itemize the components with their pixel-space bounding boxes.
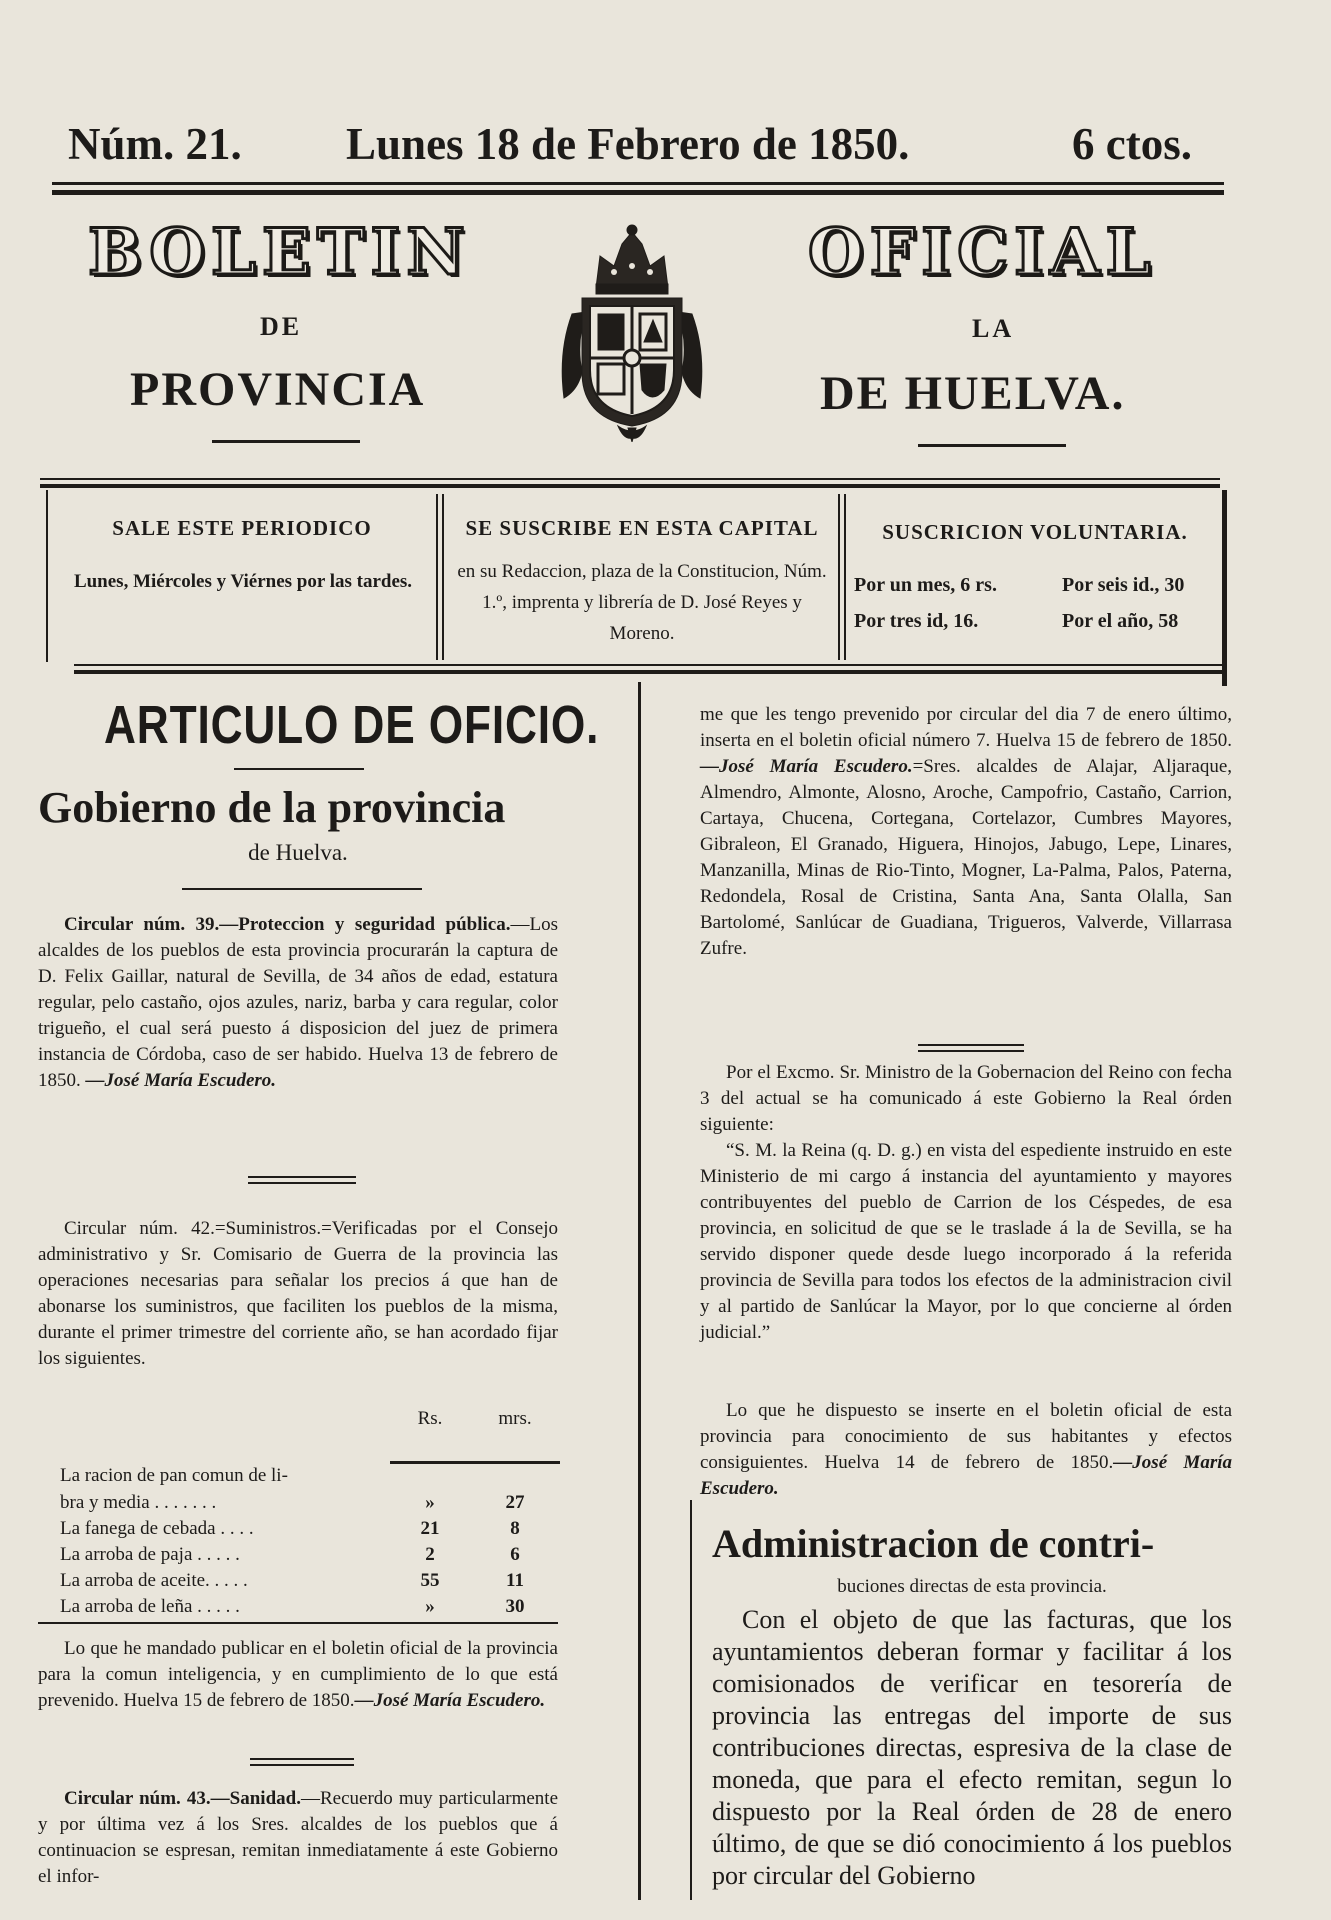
inserte-text: [700, 1398, 1232, 1502]
table-bottom-rule: [38, 1622, 558, 1624]
sale-heading: SALE ESTE PERIODICO: [112, 516, 372, 540]
info-box-left-border: [46, 490, 48, 662]
issue-number: Núm. 21.: [68, 119, 242, 169]
title-la: LA: [972, 314, 1015, 343]
table-row: La fanega de cebada . . . . 21 8: [60, 1516, 560, 1542]
info-box-top-rule: [40, 478, 1220, 480]
circular-43-body: —Recuerdo muy particularmente y por última vez á los Sres. alcaldes de los pueblos que á continuacion se espresan, remitan inmediatamente á este Gobierno el infor-: [38, 1788, 559, 1887]
circular-43-lead: Circular núm. 43.—Sanidad.: [64, 1788, 301, 1809]
table-item: La racion de pan comun de li-: [60, 1464, 288, 1486]
after-table-text: [38, 1636, 558, 1714]
gobierno-subheading: de Huelva.: [248, 840, 348, 865]
title-de-huelva: DE HUELVA.: [820, 367, 1126, 420]
table-mrs: 27: [505, 1491, 525, 1513]
alcaldes-list: =Sres. alcaldes de Alajar, Aljaraque, Almendro, Almonte, Alosno, Aroche, Campofrio, Castaño, Carrion, Cartaya, Chucena, Cortegana, Cortelazor, Cumbres Mayores, Gibraleon, El Granado, Higuera, Hinojos, Jabugo, Lepe, Linares, Manzanilla, Minas de Rio-Tinto, Mogner, La-Palma, Palos, Paterna, Redondela, Rosal de Cristina, Santa Ana, Santa Olalla, San Bartolomé, Sanlúcar de Guadiana, Trigueros, Valverde, Villarrasa Zufre.: [700, 756, 1233, 959]
table-mrs: 6: [510, 1543, 520, 1565]
real-orden-text: “S. M. la Reina (q. D. g.) en vista del espediente instruido en este Ministerio de mi cargo á instancia del ayuntamiento y mayores contribuyentes del pueblo de Carrion de los Céspedes, de esa provincia, en solicitud de que se le traslade á la de Sevilla, se ha servido disponer quede desde luego incorporado á la referida provincia de Sevilla para todos los efectos de la administracion civil y al partido de Sanlúcar la Mayor, por lo que concierne al órden judicial.”: [700, 1140, 1232, 1343]
issue-line: [68, 118, 1208, 178]
issue-price: 6 ctos.: [1072, 119, 1192, 169]
admin-subheading: buciones directas de esta provincia.: [837, 1576, 1107, 1597]
table-rs: 55: [420, 1569, 440, 1591]
suscricion-heading: SUSCRICION VOLUNTARIA.: [882, 520, 1188, 544]
table-mrs: 8: [510, 1517, 520, 1539]
table-row: La arroba de aceite. . . . . 55 11: [60, 1568, 560, 1594]
admin-inner-rule: [690, 1500, 692, 1900]
coat-of-arms-icon: [552, 222, 712, 442]
circular-42: Circular núm. 42.=Suministros.=Verificadas por el Consejo administrativo y Sr. Comisario de Guerra de la provincia las operaciones necesarias para señalar los precios á que han de abonarse los suministros, que faciliten los pueblos de la misma, durante el primer trimestre del corriente año, se han acordado fijar los siguientes.: [38, 1218, 558, 1369]
suscribe-text: en su Redaccion, plaza de la Constitucion, Núm. 1.º, imprenta y librería de D. José Reyes y Moreno.: [457, 561, 827, 644]
column-divider: [638, 682, 641, 1900]
after-table-sign: —José María Escudero.: [354, 1690, 546, 1711]
table-rs: »: [425, 1491, 435, 1513]
suscribe-heading: SE SUSCRIBE EN ESTA CAPITAL: [465, 516, 819, 540]
inserte-sign: —José María Escudero.: [700, 1452, 1232, 1499]
circular-39-lead: Circular núm. 39.—Proteccion y seguridad pública.: [64, 914, 511, 935]
table-row: La arroba de leña . . . . . » 30: [60, 1594, 560, 1620]
info-box-top-rule-thick: [40, 484, 1220, 488]
table-item: La arroba de leña: [60, 1595, 193, 1617]
info-box-bottom-rule-thick: [74, 670, 1224, 674]
ornament-rule: [234, 768, 364, 770]
divider-rule-3b: [918, 1050, 1024, 1052]
table-header-rs: Rs.: [417, 1408, 443, 1429]
section-heading: ARTICULO DE OFICIO.: [104, 695, 600, 755]
gobernacion-text: Por el Excmo. Sr. Ministro de la Gobernacion del Reino con fecha 3 del actual se ha comunicado á este Gobierno la Real órden siguiente:: [700, 1062, 1232, 1135]
info-box-right-border: [1222, 490, 1227, 686]
admin-heading: Administracion de contri-: [712, 1521, 1155, 1566]
info-box-divider-2b: [844, 494, 846, 660]
suscricion-seis: Por seis id., 30: [1062, 574, 1185, 596]
table-rs: 2: [425, 1543, 435, 1565]
table-mrs: 11: [506, 1569, 524, 1591]
continued-body: me que les tengo prevenido por circular del dia 7 de enero último, inserta en el boletin oficial número 7. Huelva 15 de febrero de 1850.: [700, 704, 1232, 751]
table-item: La fanega de cebada: [60, 1517, 216, 1539]
inserte-body: Lo que he dispuesto se inserte en el boletin oficial de esta provincia para conocimiento de sus habitantes y efectos consiguientes. Huelva 14 de febrero de 1850.: [700, 1400, 1232, 1473]
info-box-divider-2: [838, 494, 840, 660]
title-provincia: PROVINCIA: [130, 363, 426, 416]
table-item: La arroba de paja: [60, 1543, 193, 1565]
title-de: DE: [260, 312, 303, 341]
table-row: bra y media . . . . . . . » 27: [60, 1490, 560, 1516]
table-item: La arroba de aceite: [60, 1569, 206, 1591]
suscricion-ano: Por el año, 58: [1062, 610, 1179, 632]
admin-text: Con el objeto de que las facturas, que los ayuntamientos deberan formar y facilitar á los comisionados de verificar en tesorería de provincia las entregas del importe de sus contribuciones directas, espresiva de la clase de moneda, que para el efecto remitan, segun lo dispuesto por la Real órden de 28 de enero último, de que se dió conocimiento á los pueblos por circular del Gobierno: [712, 1605, 1232, 1890]
gobierno-rule: [182, 888, 422, 890]
divider-rule-3: [918, 1044, 1024, 1046]
suscricion-tres: Por tres id, 16.: [854, 610, 979, 632]
table-row: [60, 1462, 560, 1490]
circular-43-continued: [700, 702, 1232, 962]
divider-rule-1b: [248, 1182, 356, 1184]
table-rs: 21: [420, 1517, 440, 1539]
title-right: OFICIAL: [808, 215, 1157, 290]
info-box-divider-1b: [442, 494, 444, 660]
top-rule: [52, 182, 1224, 185]
circular-39: [38, 912, 558, 1094]
after-table-body: Lo que he mandado publicar en el boletin oficial de la provincia para la comun inteligencia, y en cumplimiento de lo que está prevenido. Huelva 15 de febrero de 1850.: [38, 1638, 558, 1711]
circular-39-sign: —José María Escudero.: [85, 1070, 277, 1091]
title-left-rule: [212, 440, 360, 443]
table-header-mrs: mrs.: [498, 1408, 532, 1429]
gobierno-heading: Gobierno de la provincia: [38, 783, 506, 832]
sale-text: Lunes, Miércoles y Viérnes por las tardes.: [73, 571, 413, 592]
circular-43: [38, 1786, 558, 1890]
table-row: La arroba de paja . . . . . 2 6: [60, 1542, 560, 1568]
circular-39-body: —Los alcaldes de los pueblos de esta provincia procurarán la captura de D. Felix Gaillar, natural de Sevilla, de 34 años de edad, estatura regular, pelo castaño, ojos azules, nariz, barba y cara regular, color trigueño, el cual será puesto á disposicion del juez de primera instancia de Córdoba, caso de ser habido. Huelva 13 de febrero de 1850.: [38, 914, 558, 1091]
divider-rule-1: [248, 1176, 356, 1178]
top-rule-thick: [52, 190, 1224, 195]
divider-rule-2: [250, 1758, 354, 1760]
table-mrs: 30: [505, 1595, 525, 1617]
suscricion-mes: Por un mes, 6 rs.: [854, 574, 997, 596]
price-table: [60, 1406, 560, 1620]
title-right-rule: [918, 444, 1066, 447]
info-box-bottom-rule: [74, 664, 1224, 666]
info-box-divider-1: [436, 494, 438, 660]
table-rs: »: [425, 1595, 435, 1617]
title-left: BOLETIN: [88, 215, 471, 290]
continued-sign: —José María Escudero.: [700, 756, 913, 777]
issue-date: Lunes 18 de Febrero de 1850.: [346, 119, 910, 169]
divider-rule-2b: [250, 1764, 354, 1766]
table-item: bra y media: [60, 1491, 150, 1513]
